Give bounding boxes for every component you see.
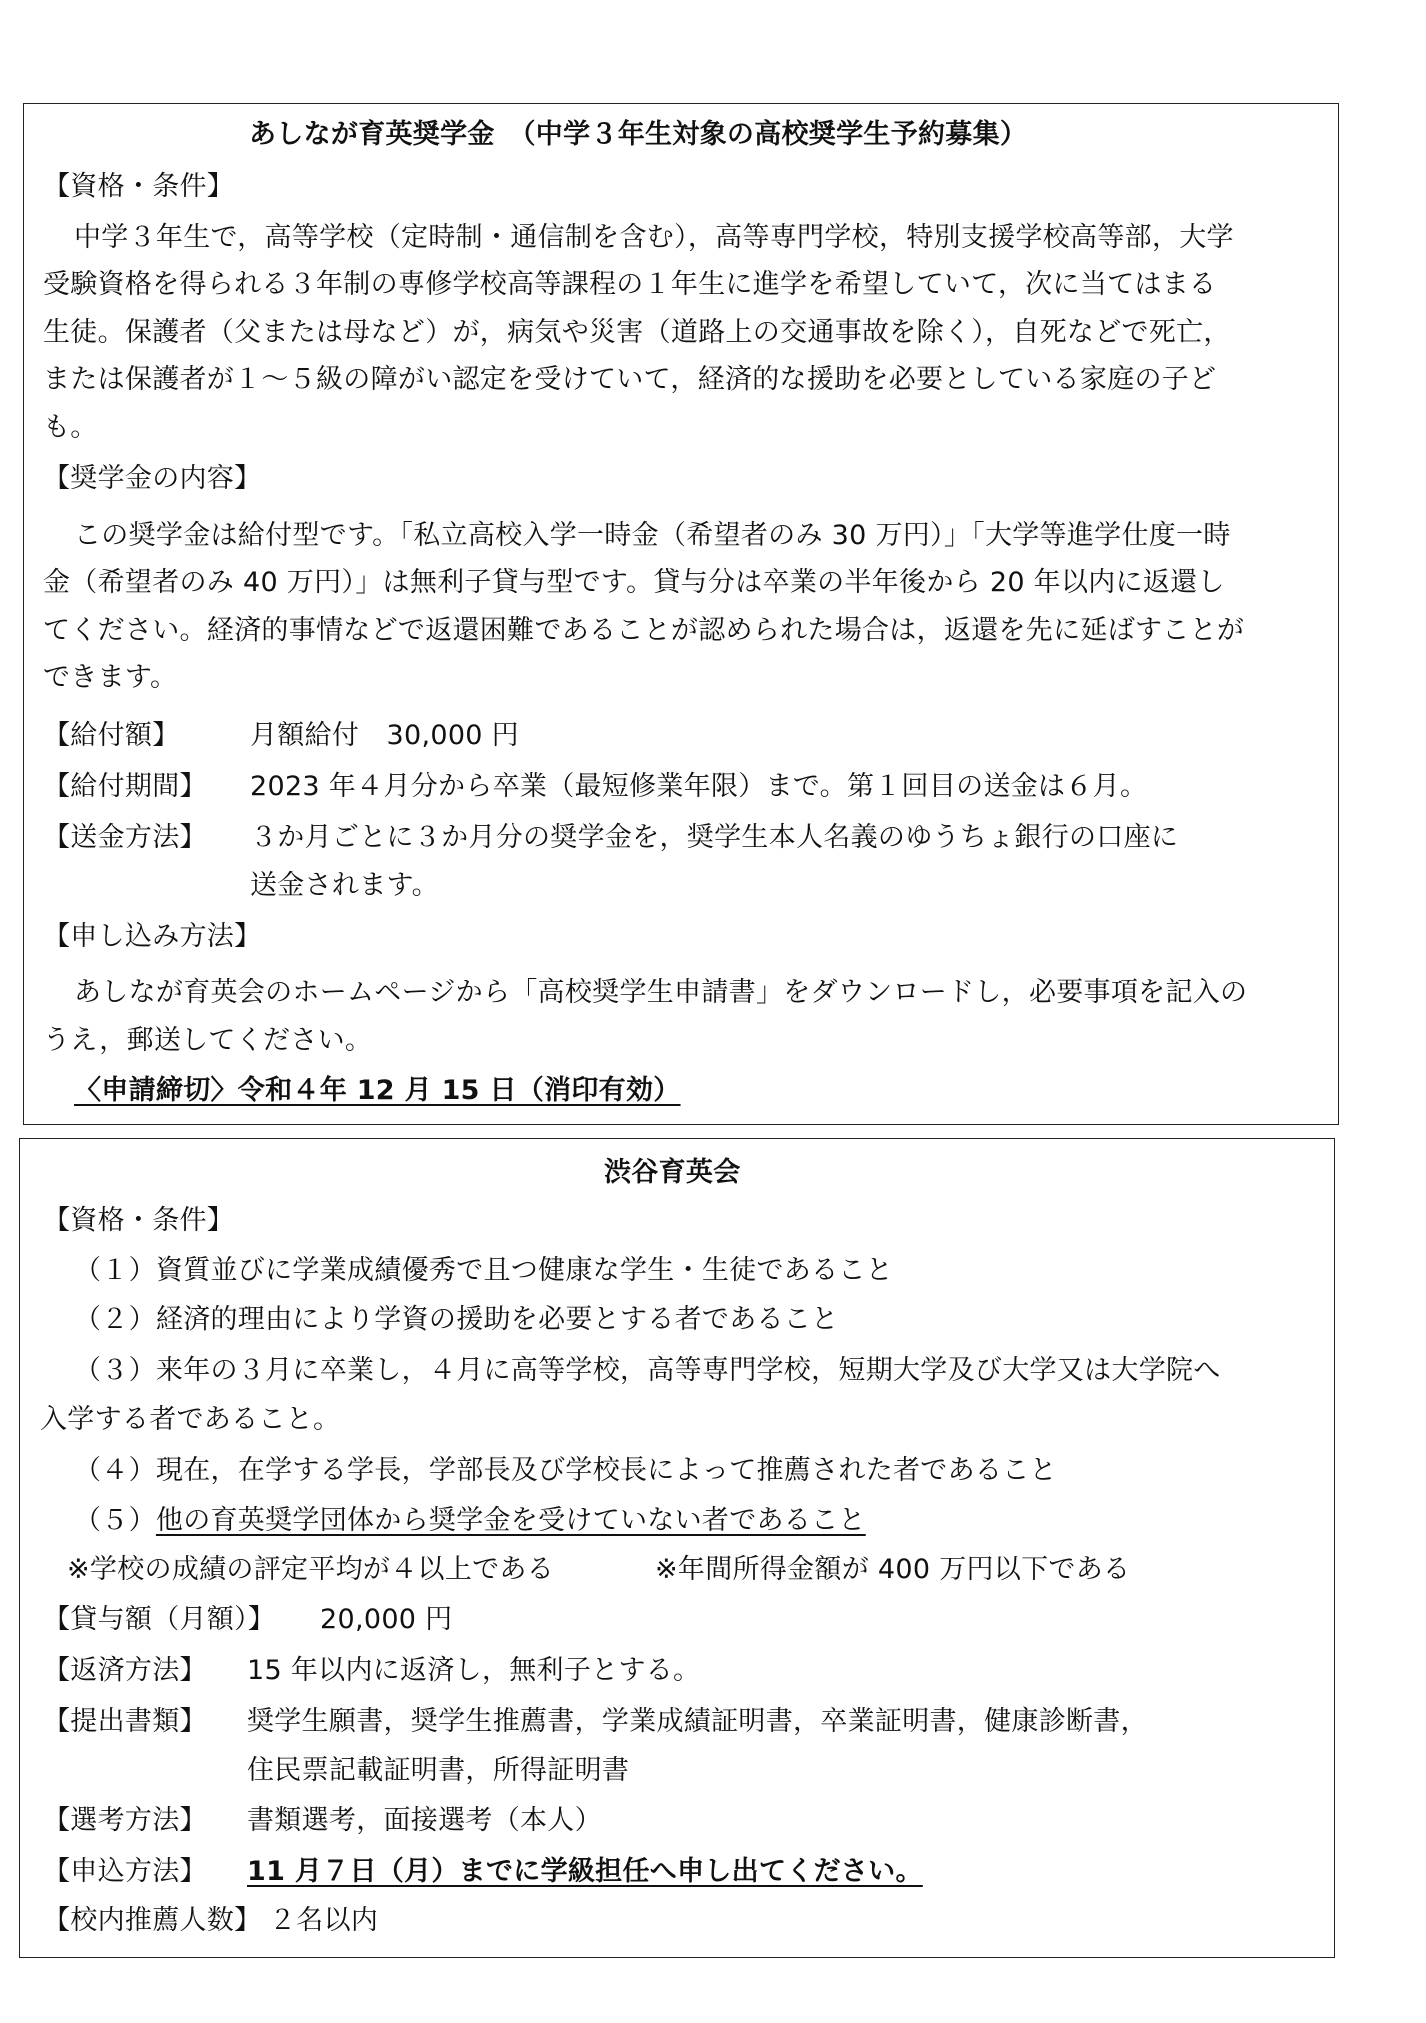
condition-item-5 [74, 1504, 866, 1538]
qualification-line: も。 [43, 412, 98, 443]
condition-item-cont: 入学する者であること。 [40, 1404, 341, 1435]
shibuya-title: 渋谷育英会 [604, 1157, 741, 1188]
remit-label: 【送金方法】 [43, 822, 207, 853]
apply-line: うえ，郵送してください。 [43, 1025, 373, 1056]
amount-label: 【給付額】 [43, 720, 180, 751]
docs-value-cont: 住民票記載証明書，所得証明書 [247, 1755, 630, 1786]
period-value: 2023 年４月分から卒業（最短修業年限）まで。第１回目の送金は６月。 [250, 771, 1148, 802]
select-label: 【選考方法】 [43, 1805, 207, 1836]
condition-item: （２）経済的理由により学資の援助を必要とする者であること [74, 1304, 839, 1335]
remit-value-cont: 送金されます。 [250, 870, 439, 901]
period-label: 【給付期間】 [43, 771, 207, 802]
ashinaga-title: あしなが育英奨学金 （中学３年生対象の高校奨学生予約募集） [249, 119, 1028, 150]
qualification-line: または保護者が１～５級の障がい認定を受けていて，経済的な援助を必要としている家庭の子ど [43, 364, 1217, 395]
item-text: 他の育英奨学団体から奨学金を受けていない者であること [155, 1505, 866, 1536]
apply-line: あしなが育英会のホームページから「高校奨学生申請書」をダウンロードし，必要事項を記入の [74, 977, 1248, 1008]
loan-label: 【貸与額（月額）】 [43, 1604, 276, 1635]
docs-value: 奨学生願書，奨学生推薦書，学業成績証明書，卒業証明書，健康診断書， [247, 1706, 1148, 1737]
apply-heading: 【申し込み方法】 [43, 921, 262, 952]
condition-item: （４）現在，在学する学長，学部長及び学校長によって推薦された者であること [74, 1455, 1057, 1486]
amount-value: 月額給付 30,000 円 [250, 720, 519, 751]
docs-label: 【提出書類】 [43, 1706, 207, 1737]
remit-value: ３か月ごとに３か月分の奨学金を，奨学生本人名義のゆうちょ銀行の口座に [250, 822, 1179, 853]
content-line: てください。経済的事情などで返還困難であることが認められた場合は，返還を先に延ばすことが [43, 615, 1245, 646]
content-line: できます。 [43, 662, 178, 693]
content-line: 金（希望者のみ 40 万円）」は無利子貸与型です。貸与分は卒業の半年後から 20 年以内に返還し [43, 567, 1225, 598]
note-grade: ※学校の成績の評定平均が４以上である [67, 1554, 555, 1585]
recommend-label: 【校内推薦人数】 [43, 1905, 262, 1936]
note-income: ※年間所得金額が 400 万円以下である [655, 1554, 1131, 1585]
item-number: （５） [74, 1505, 156, 1536]
qualification-heading-2: 【資格・条件】 [43, 1205, 235, 1236]
application-deadline: 〈申請締切〉令和４年 12 月 15 日（消印有効） [74, 1075, 681, 1106]
condition-item: （１）資質並びに学業成績優秀で且つ健康な学生・生徒であること [74, 1255, 893, 1286]
condition-item: （３）来年の３月に卒業し，４月に高等学校，高等専門学校，短期大学及び大学又は大学院へ [74, 1355, 1221, 1386]
apply-value: 11 月７日（月）までに学級担任へ申し出てください。 [247, 1856, 923, 1887]
select-value: 書類選考，面接選考（本人） [247, 1805, 602, 1836]
repay-value: 15 年以内に返済し，無利子とする。 [247, 1655, 701, 1686]
recommend-value: ２名以内 [269, 1905, 379, 1936]
repay-label: 【返済方法】 [43, 1655, 207, 1686]
apply-label: 【申込方法】 [43, 1856, 207, 1887]
qualification-heading: 【資格・条件】 [43, 171, 235, 202]
loan-value: 20,000 円 [320, 1604, 453, 1635]
qualification-line: 中学３年生で，高等学校（定時制・通信制を含む），高等専門学校，特別支援学校高等部，大学 [74, 222, 1234, 253]
qualification-line: 生徒。保護者（父または母など）が，病気や災害（道路上の交通事故を除く），自死などで死亡， [43, 317, 1231, 348]
qualification-line: 受験資格を得られる３年制の専修学校高等課程の１年生に進学を希望していて，次に当てはまる [43, 269, 1217, 300]
content-line: この奨学金は給付型です。「私立高校入学一時金（希望者のみ 30 万円）」「大学等進学仕度一時 [74, 520, 1231, 551]
content-heading: 【奨学金の内容】 [43, 463, 262, 494]
